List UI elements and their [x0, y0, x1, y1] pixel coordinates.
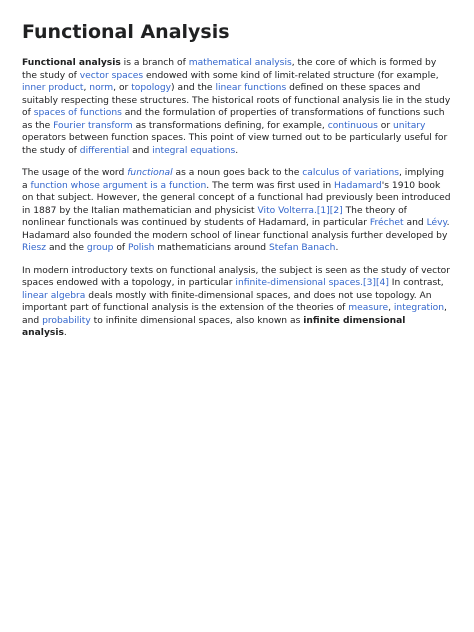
link-infinite-dimensional-spaces[interactable]: infinite-dimensional spaces — [235, 278, 361, 288]
link-calculus-of-variations[interactable]: calculus of variations — [302, 168, 399, 178]
bold-term: Functional analysis — [22, 58, 121, 68]
link-function-whose-argument[interactable]: function whose argument is a function — [30, 180, 207, 191]
link-vito-volterra[interactable]: Vito Volterra — [257, 205, 314, 216]
link-measure[interactable]: measure — [348, 303, 389, 313]
link-linear-algebra[interactable]: linear algebra — [22, 290, 86, 301]
paragraph-history: The usage of the word functional as a noun goes back to the calculus of variations, implying a function whose argument is a function. The term was first used in Hadamard's 1910 book on that subject. However, the general concept of a functional had previously been introduced in 1887 by the Italian mathematician and physicist Vito Volterra.[1][2] The theory of nonlinear functionals was continued by students of Hadamard, in particular Fréchet and Lévy. Hadamard also founded the modern school of linear functional analysis further developed by Riesz and the group of Polish mathematicians around Stefan Banach. — [22, 168, 451, 253]
link-spaces-of-functions[interactable]: spaces of functions — [33, 108, 122, 118]
link-polish[interactable]: Polish — [128, 243, 155, 253]
bold-term: infinite dimensional analysis — [22, 315, 406, 338]
link-mathematical-analysis[interactable]: mathematical analysis — [188, 58, 292, 68]
citation-1[interactable]: .[1] — [313, 205, 330, 216]
link-integration[interactable]: integration — [393, 303, 445, 313]
link-differential[interactable]: differential — [79, 145, 130, 156]
link-linear-functions[interactable]: linear functions — [215, 83, 287, 93]
link-topology[interactable]: topology — [131, 83, 172, 93]
page-title: Functional Analysis — [22, 21, 230, 43]
link-stefan-banach[interactable]: Stefan Banach — [268, 243, 336, 253]
link-norm[interactable]: norm — [89, 83, 114, 93]
citation-2[interactable]: [2] — [329, 205, 343, 216]
link-continuous[interactable]: continuous — [327, 120, 378, 131]
link-hadamard[interactable]: Hadamard — [334, 180, 382, 191]
link-levy[interactable]: Lévy — [426, 218, 447, 228]
link-unitary[interactable]: unitary — [393, 120, 426, 131]
link-vector-spaces[interactable]: vector spaces — [79, 70, 144, 81]
link-inner-product[interactable]: inner product — [22, 83, 84, 93]
link-probability[interactable]: probability — [42, 315, 91, 326]
paragraph-intro: Functional analysis is a branch of mathematical analysis, the core of which is formed by the study of vector spaces endowed with some kind of limit-related structure (for example, inner product, norm, or topology) and the linear functions defined on these spaces and suitably respecting these structures. The historical roots of functional analysis lie in the study of spaces of functions and the formulation of properties of transformations of functions such as the Fourier transform as transformations defining, for example, continuous or unitary operators between function spaces. This point of view turned out to be particularly useful for the study of differential and integral equations. — [22, 58, 451, 156]
link-frechet[interactable]: Fréchet — [369, 218, 404, 228]
link-functional[interactable]: functional — [127, 168, 173, 178]
link-riesz[interactable]: Riesz — [22, 243, 47, 253]
citation-3[interactable]: .[3] — [360, 278, 376, 288]
citation-4[interactable]: [4] — [375, 278, 389, 288]
paragraph-modern: In modern introductory texts on functional analysis, the subject is seen as the study of vector spaces endowed with a topology, in particular infinite-dimensional spaces.[3][4] In contrast, linear algebra deals mostly with finite-dimensional spaces, and does not use topology. An important part of functional analysis is the extension of the theories of measure, integration, and probability to infinite dimensional spaces, also known as infinite dimensional analysis. — [22, 265, 451, 338]
link-group[interactable]: group — [86, 243, 114, 253]
link-fourier-transform[interactable]: Fourier transform — [53, 120, 133, 131]
link-integral-equations[interactable]: integral equations — [152, 145, 236, 156]
